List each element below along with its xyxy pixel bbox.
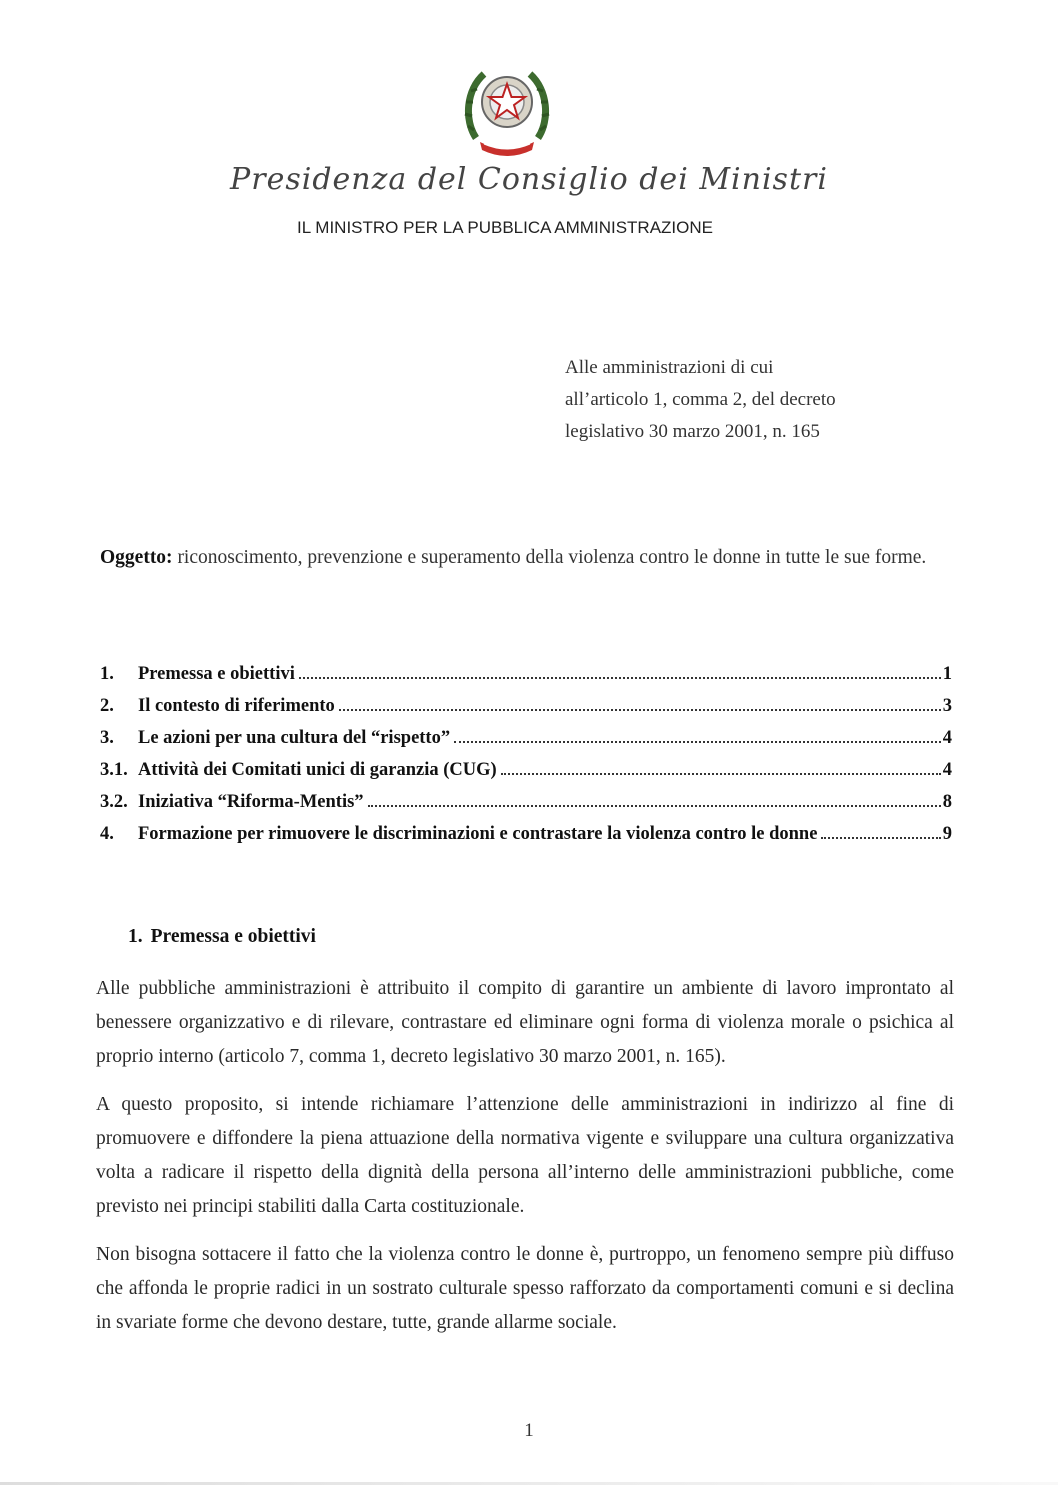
body-paragraph: Alle pubbliche amministrazioni è attribuito il compito di garantire un ambiente di lavoro improntato al benessere organizzativo e di rilevare, contrastare ed eliminare ogni forma di violenza morale o psichica al proprio interno (articolo 7, comma 1, decreto legislativo 30 marzo 2001, n. 165). [96, 978, 954, 1067]
toc-page: 3 [942, 696, 952, 716]
toc-leader-dots [299, 677, 941, 679]
toc-title: Le azioni per una cultura del “rispetto” [138, 728, 451, 748]
recipient-line: legislativo 30 marzo 2001, n. 165 [565, 421, 820, 442]
toc-number: 2. [100, 696, 114, 716]
toc-number: 4. [100, 824, 114, 844]
toc-number: 3.1. [100, 760, 128, 780]
toc-entry[interactable] [100, 760, 952, 792]
presidenza-heading: Presidenza del Consiglio dei Ministri [230, 162, 828, 197]
toc-number: 3.2. [100, 792, 128, 812]
toc-entry[interactable] [100, 792, 952, 824]
subject-text: riconoscimento, prevenzione e superamento della violenza contro le donne in tutte le sue forme. [177, 547, 927, 568]
toc-page: 1 [942, 664, 952, 684]
body-text [96, 972, 954, 1354]
toc-title: Formazione per rimuovere le discriminazioni e contrastare la violenza contro le donne [138, 824, 818, 844]
toc-number: 1. [100, 664, 114, 684]
section-title-text: Premessa e obiettivi [150, 926, 316, 947]
toc-title: Il contesto di riferimento [138, 696, 335, 716]
italian-republic-emblem [462, 60, 552, 160]
toc-page: 9 [942, 824, 952, 844]
recipient-line: Alle amministrazioni di cui [565, 357, 774, 378]
page-number: 1 [524, 1420, 534, 1441]
toc-page: 4 [942, 760, 952, 780]
toc-leader-dots [368, 805, 941, 807]
table-of-contents [100, 664, 952, 856]
toc-number: 3. [100, 728, 114, 748]
toc-leader-dots [821, 837, 940, 839]
toc-entry[interactable] [100, 664, 952, 696]
toc-leader-dots [501, 773, 941, 775]
ministro-heading: IL MINISTRO PER LA PUBBLICA AMMINISTRAZIONE [297, 218, 713, 237]
toc-leader-dots [454, 741, 941, 743]
toc-title: Attività dei Comitati unici di garanzia (CUG) [138, 760, 497, 780]
scan-edge-divider [0, 1482, 1058, 1485]
body-paragraph: A questo proposito, si intende richiamare l’attenzione delle amministrazioni in indirizzo al fine di promuovere e diffondere la piena attuazione della normativa vigente e sviluppare una cultura organizzativa volta a radicare il rispetto della dignità della persona all’interno delle amministrazioni pubbliche, come previsto nei principi stabiliti dalla Carta costituzionale. [96, 1094, 954, 1217]
section-number: 1. [128, 926, 143, 947]
subject-line [100, 540, 960, 576]
toc-entry[interactable] [100, 728, 952, 760]
toc-title: Premessa e obiettivi [138, 664, 295, 684]
subject-label: Oggetto: [100, 547, 173, 568]
section-heading [128, 926, 316, 948]
recipient-block [565, 352, 836, 448]
toc-entry[interactable] [100, 696, 952, 728]
toc-entry[interactable] [100, 824, 952, 856]
toc-title: Iniziativa “Riforma-Mentis” [138, 792, 364, 812]
toc-page: 8 [942, 792, 952, 812]
recipient-line: all’articolo 1, comma 2, del decreto [565, 389, 836, 410]
body-paragraph: Non bisogna sottacere il fatto che la violenza contro le donne è, purtroppo, un fenomeno sempre più diffuso che affonda le proprie radici in un sostrato culturale spesso rafforzato da comportamenti comuni e si declina in svariate forme che devono destare, tutte, grande allarme sociale. [96, 1244, 954, 1333]
toc-page: 4 [942, 728, 952, 748]
toc-leader-dots [339, 709, 941, 711]
